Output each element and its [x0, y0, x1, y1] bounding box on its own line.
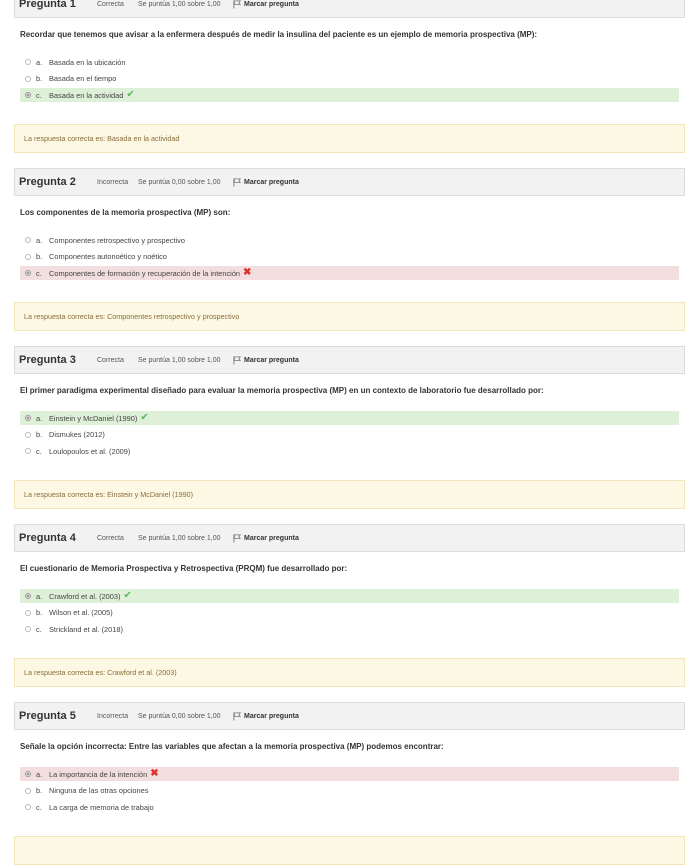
feedback-text: La respuesta correcta es: Componentes retrospectivo y prospectivo [24, 312, 240, 321]
question-header [14, 0, 685, 18]
option-letter: c. [36, 446, 42, 456]
option-letter: c. [36, 268, 42, 278]
check-icon: ✔ [140, 412, 149, 423]
option-letter: b. [36, 74, 43, 83]
option-text: Ninguna de las otras opciones [49, 786, 149, 795]
radio-button[interactable] [25, 270, 31, 276]
flag-icon [233, 712, 242, 721]
answer-option[interactable] [20, 784, 679, 798]
answer-option[interactable] [20, 55, 679, 69]
question-header [14, 524, 685, 552]
flag-question-label[interactable]: Marcar pregunta [244, 178, 299, 186]
question-grade: Se puntúa 1,00 sobre 1,00 [138, 0, 221, 8]
question-header [14, 702, 685, 730]
correct-answer-feedback [14, 302, 685, 331]
answer-option[interactable] [20, 411, 679, 425]
option-letter: c. [36, 802, 42, 812]
question-number: 5 [69, 710, 76, 722]
radio-button[interactable] [25, 593, 31, 599]
question-text: Recordar que tenemos que avisar a la enfermera después de medir la insulina del paciente es un ejemplo de memoria prospectiva (MP): [20, 30, 538, 39]
radio-button[interactable] [25, 771, 31, 777]
answer-option[interactable] [20, 767, 679, 781]
radio-button[interactable] [25, 448, 31, 454]
radio-button[interactable] [25, 59, 31, 65]
option-letter: a. [36, 57, 43, 67]
radio-button[interactable] [25, 610, 31, 616]
answer-option[interactable] [20, 444, 679, 458]
question-text: Señale la opción incorrecta: Entre las variables que afectan a la memoria prospectiva (MP) podemos encontrar: [20, 742, 444, 751]
radio-button[interactable] [25, 415, 31, 421]
question-number: 2 [69, 176, 76, 188]
check-icon: ✔ [123, 590, 132, 601]
radio-button[interactable] [25, 92, 31, 98]
answer-option[interactable] [20, 800, 679, 814]
flag-question-link[interactable] [233, 712, 299, 721]
flag-question-label[interactable]: Marcar pregunta [244, 534, 299, 542]
question-number: 4 [69, 532, 76, 544]
correct-answer-feedback [14, 480, 685, 509]
radio-button[interactable] [25, 804, 31, 810]
answer-option[interactable] [20, 233, 679, 247]
question-label [19, 354, 76, 366]
option-text: Strickland et al. (2018) [49, 624, 123, 634]
option-text: Basada en la ubicación [49, 57, 126, 67]
option-letter: b. [36, 786, 43, 795]
correct-answer-feedback [14, 658, 685, 687]
feedback-text: La respuesta correcta es: Basada en la actividad [24, 134, 180, 143]
option-letter: a. [36, 413, 43, 423]
answer-option[interactable] [20, 88, 679, 102]
cross-icon: ✖ [150, 768, 159, 779]
question-label [19, 532, 76, 544]
question-text: El primer paradigma experimental diseñado para evaluar la memoria prospectiva (MP) en un contexto de laboratorio fue desarrollado por: [20, 386, 544, 395]
option-text: Componentes autonoético y noético [49, 252, 167, 261]
question-number: 1 [69, 0, 76, 10]
question-state: Incorrecta [97, 712, 129, 720]
feedback-text: La respuesta correcta es: Crawford et al. (2003) [24, 668, 177, 677]
option-letter: b. [36, 608, 43, 617]
flag-question-link[interactable] [233, 356, 299, 365]
radio-button[interactable] [25, 626, 31, 632]
question-prefix: Pregunta [19, 176, 67, 188]
answer-option[interactable] [20, 250, 679, 264]
flag-question-label[interactable]: Marcar pregunta [244, 712, 299, 720]
flag-question-link[interactable] [233, 0, 299, 9]
question-label [19, 176, 76, 188]
answer-option[interactable] [20, 266, 679, 280]
answer-option[interactable] [20, 622, 679, 636]
question-prefix: Pregunta [19, 0, 67, 10]
radio-button[interactable] [25, 254, 31, 260]
question-grade: Se puntúa 1,00 sobre 1,00 [138, 356, 221, 364]
answer-option[interactable] [20, 589, 679, 603]
option-letter: a. [36, 769, 43, 779]
option-text: Basada en el tiempo [49, 74, 117, 83]
option-text: Loulopoulos et al. (2009) [49, 446, 131, 456]
option-text: La importancia de la intención [49, 769, 148, 779]
question-state: Correcta [97, 356, 124, 364]
option-text: Componentes de formación y recuperación de la intención [49, 268, 241, 278]
question-state: Correcta [97, 0, 124, 8]
question-prefix: Pregunta [19, 532, 67, 544]
option-letter: a. [36, 591, 43, 601]
option-letter: a. [36, 235, 43, 245]
option-text: Dismukes (2012) [49, 430, 105, 439]
radio-button[interactable] [25, 432, 31, 438]
question-state: Correcta [97, 534, 124, 542]
cross-icon: ✖ [243, 267, 252, 278]
option-letter: c. [36, 90, 42, 100]
question-text: El cuestionario de Memoria Prospectiva y Retrospectiva (PRQM) fue desarrollado por: [20, 564, 348, 573]
answer-option[interactable] [20, 428, 679, 442]
flag-question-label[interactable]: Marcar pregunta [244, 356, 299, 364]
feedback-text: La respuesta correcta es: Einstein y McDaniel (1990) [24, 490, 193, 499]
question-grade: Se puntúa 1,00 sobre 1,00 [138, 534, 221, 542]
flag-icon [233, 178, 242, 187]
question-grade: Se puntúa 0,00 sobre 1,00 [138, 712, 221, 720]
flag-icon [233, 534, 242, 543]
option-letter: b. [36, 430, 43, 439]
flag-question-link[interactable] [233, 534, 299, 543]
flag-question-label[interactable]: Marcar pregunta [244, 0, 299, 8]
option-letter: c. [36, 624, 42, 634]
question-label [19, 0, 76, 10]
radio-button[interactable] [25, 76, 31, 82]
option-text: La carga de memoria de trabajo [49, 802, 154, 812]
option-text: Crawford et al. (2003) [49, 591, 121, 601]
question-header [14, 168, 685, 196]
question-number: 3 [69, 354, 76, 366]
option-text: Einstein y McDaniel (1990) [49, 413, 138, 423]
question-prefix: Pregunta [19, 710, 67, 722]
correct-answer-feedback [14, 836, 685, 865]
question-label [19, 710, 76, 722]
option-letter: b. [36, 252, 43, 261]
flag-icon [233, 0, 242, 9]
check-icon: ✔ [126, 89, 135, 100]
answer-option[interactable] [20, 72, 679, 86]
question-state: Incorrecta [97, 178, 129, 186]
question-header [14, 346, 685, 374]
question-text: Los componentes de la memoria prospectiva (MP) son: [20, 208, 231, 217]
correct-answer-feedback [14, 124, 685, 153]
question-grade: Se puntúa 0,00 sobre 1,00 [138, 178, 221, 186]
question-prefix: Pregunta [19, 354, 67, 366]
flag-icon [233, 356, 242, 365]
option-text: Componentes retrospectivo y prospectivo [49, 235, 185, 245]
option-text: Basada en la actividad [49, 90, 124, 100]
radio-button[interactable] [25, 237, 31, 243]
answer-option[interactable] [20, 606, 679, 620]
option-text: Wilson et al. (2005) [49, 608, 113, 617]
flag-question-link[interactable] [233, 178, 299, 187]
radio-button[interactable] [25, 788, 31, 794]
